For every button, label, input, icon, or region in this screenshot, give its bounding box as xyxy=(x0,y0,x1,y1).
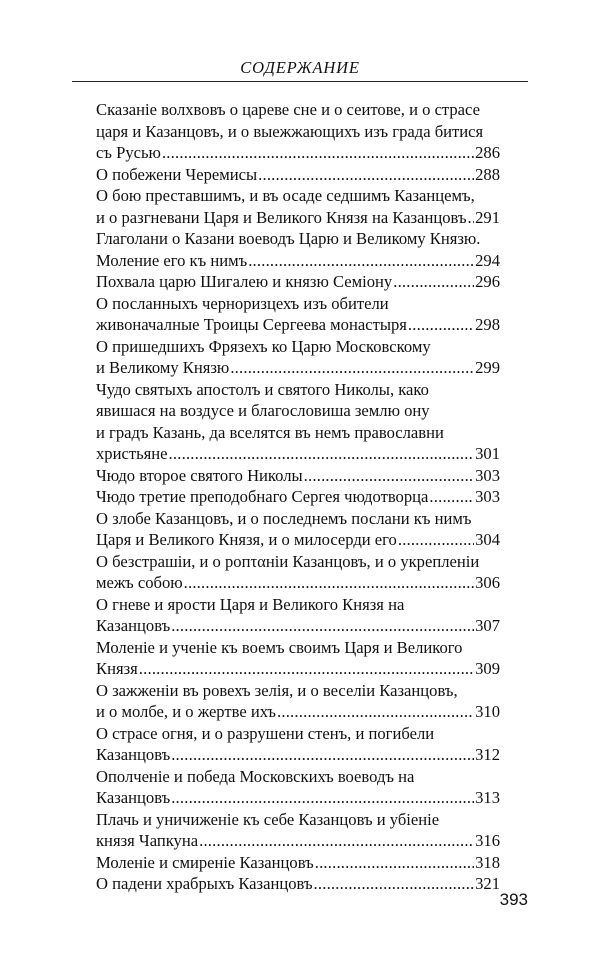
toc-entry xyxy=(96,379,500,465)
toc-entry xyxy=(96,293,500,336)
toc-entry-line: О безстрашіи, и о ропταніи Казанцовъ, и о укрепленіи xyxy=(96,551,480,571)
toc-entry-last-line xyxy=(96,873,500,895)
toc-entry-title: и о разгневани Царя и Великого Князя на Казанцовъ xyxy=(96,207,467,227)
dot-leader xyxy=(171,787,474,809)
toc-entry-page: 298 xyxy=(475,315,500,334)
toc-entry-line: Плачь и уничиженіе къ себе Казанцовъ и убіеніе xyxy=(96,809,440,829)
toc-entry-line: О злобе Казанцовъ, и о последнемъ послани къ нимъ xyxy=(96,508,472,528)
toc-entry-page: 307 xyxy=(475,616,500,635)
toc-entry xyxy=(96,508,500,551)
dot-leader xyxy=(169,443,475,465)
toc-entry-page: 312 xyxy=(475,745,500,764)
toc-entry-page: 303 xyxy=(475,487,500,506)
toc-entry-title: Чюдо третие преподобнаго Сергея чюдотворца xyxy=(96,487,429,506)
toc-entry-page: 291 xyxy=(475,207,500,227)
toc-entry-line: Глаголани о Казани воеводъ Царю и Великому Князю. xyxy=(96,229,481,248)
toc-entry xyxy=(96,723,500,766)
toc-entry-page: 288 xyxy=(475,164,500,184)
dot-leader xyxy=(314,873,475,895)
toc-entry-line: Моленіе и ученіе къ воемъ своимъ Царя и Великого xyxy=(96,637,463,657)
toc-entry-title: Казанцовъ xyxy=(96,788,171,807)
toc-entry xyxy=(96,873,500,895)
toc-entry xyxy=(96,164,500,186)
toc-entry-page: 318 xyxy=(475,852,500,872)
dot-leader xyxy=(184,572,474,594)
dot-leader xyxy=(393,271,474,293)
toc-entry-page: 294 xyxy=(475,250,500,270)
toc-entry-title: Чюдо второе святого Николы xyxy=(96,465,303,485)
toc-entry-title: и Великому Князю xyxy=(96,358,230,377)
header-rule xyxy=(72,81,528,82)
toc-entry-line: О посланныхъ черноризцехъ изъ обители xyxy=(96,293,389,313)
toc-entry-last-line xyxy=(96,572,500,594)
toc-entry-last-line xyxy=(96,529,500,551)
toc-entry-title: Молениe его къ нимъ xyxy=(96,250,248,270)
toc-entry-title: О падени храбрыхъ Казанцовъ xyxy=(96,874,313,893)
dot-leader xyxy=(230,357,474,379)
toc-entry-title: Похвала царю Шигалею и князю Семіону xyxy=(96,272,393,291)
toc-entry-title: съ Русью xyxy=(96,143,161,162)
dot-leader xyxy=(258,164,474,186)
dot-leader xyxy=(277,701,474,723)
toc-entry-last-line xyxy=(96,852,500,874)
toc-entry-line: царя и Казанцовъ, и о выежжающихъ изъ града битися xyxy=(96,121,484,141)
dot-leader xyxy=(408,314,474,336)
toc-entry-line: явишася на воздусе и благословиша землю ону xyxy=(96,401,430,420)
toc-entry-line: О зажженіи въ ровехъ зелія, и о веселіи Казанцовъ, xyxy=(96,680,458,700)
toc-entry xyxy=(96,680,500,723)
toc-entry-line: и градъ Казань, да вселятся въ немъ православни xyxy=(96,422,444,442)
toc-entry xyxy=(96,465,500,487)
dot-leader xyxy=(171,744,474,766)
toc-entry-line: О бою преставшимъ, и въ осаде седшимъ Казанцемъ, xyxy=(96,186,475,205)
dot-leader xyxy=(315,852,474,874)
toc-entry-last-line xyxy=(96,207,500,229)
running-header: СОДЕРЖАНИЕ xyxy=(240,58,360,77)
toc-entry-last-line xyxy=(96,615,500,637)
toc-entry-title: Моленіе и смиреніе Казанцовъ xyxy=(96,852,314,872)
toc-entry-title: князя Чапкуна xyxy=(96,831,199,850)
toc-entry-last-line xyxy=(96,744,500,766)
toc-entry xyxy=(96,185,500,228)
toc-entry-title: Царя и Великого Князя, и о милосерди его xyxy=(96,530,397,549)
dot-leader xyxy=(162,142,474,164)
toc-entry-last-line xyxy=(96,486,500,508)
toc-entry-title: Князя xyxy=(96,659,138,678)
toc-entry-last-line xyxy=(96,142,500,164)
page-number: 393 xyxy=(499,890,528,909)
toc-entry-line: Ополченіе и победа Московскихъ воеводъ на xyxy=(96,766,415,786)
dot-leader xyxy=(248,250,474,272)
toc-entry-title: христьяне xyxy=(96,444,168,463)
dot-leader xyxy=(304,465,474,487)
toc-entry-last-line xyxy=(96,443,500,465)
dot-leader xyxy=(199,830,474,852)
toc-entry xyxy=(96,809,500,852)
toc-entry xyxy=(96,271,500,293)
toc-entry-page: 313 xyxy=(475,788,500,807)
toc-entry-title: Казанцовъ xyxy=(96,616,171,635)
toc-entry-last-line xyxy=(96,314,500,336)
toc-entry-page: 299 xyxy=(475,358,500,377)
table-of-contents xyxy=(96,99,500,895)
toc-entry xyxy=(96,852,500,874)
toc-entry-page: 286 xyxy=(475,143,500,162)
toc-entry-page: 321 xyxy=(475,874,500,893)
toc-entry-last-line xyxy=(96,271,500,293)
toc-entry-last-line xyxy=(96,164,500,186)
toc-entry-page: 316 xyxy=(475,831,500,850)
toc-entry-title: и о молбе, и о жертве ихъ xyxy=(96,702,277,721)
dot-leader xyxy=(398,529,474,551)
toc-entry-last-line xyxy=(96,787,500,809)
toc-entry-line: О пришедшихъ Фрязехъ ко Царю Московскому xyxy=(96,336,431,356)
toc-entry-page: 309 xyxy=(475,659,500,678)
toc-entry-last-line xyxy=(96,465,500,487)
toc-entry-last-line xyxy=(96,658,500,680)
toc-entry-last-line xyxy=(96,357,500,379)
toc-entry-page: 301 xyxy=(475,444,500,463)
toc-entry-page: 310 xyxy=(475,702,500,721)
dot-leader xyxy=(171,615,474,637)
toc-entry xyxy=(96,637,500,680)
toc-entry xyxy=(96,228,500,271)
toc-entry xyxy=(96,594,500,637)
dot-leader xyxy=(429,486,474,508)
dot-leader xyxy=(139,658,474,680)
toc-entry-last-line xyxy=(96,250,500,272)
toc-entry xyxy=(96,551,500,594)
toc-entry-title: межъ собою xyxy=(96,573,183,592)
toc-entry xyxy=(96,486,500,508)
toc-entry-line: О гневе и ярости Царя и Великого Князя на xyxy=(96,594,405,614)
toc-entry-page: 303 xyxy=(475,465,500,485)
toc-entry-line: О страсе огня, и о разрушени стенъ, и погибели xyxy=(96,723,435,743)
toc-entry-page: 306 xyxy=(475,573,500,592)
toc-entry xyxy=(96,99,500,164)
dot-leader xyxy=(468,207,475,229)
toc-entry-last-line xyxy=(96,701,500,723)
toc-entry-line: Сказаніе волхвовъ о цареве сне и о сеитове, и о страсе xyxy=(96,100,480,119)
toc-entry-title: О побежени Черемисы xyxy=(96,164,258,184)
toc-entry-page: 296 xyxy=(475,272,500,291)
toc-entry-page: 304 xyxy=(475,530,500,549)
toc-entry-title: Казанцовъ xyxy=(96,745,171,764)
toc-entry-title: живоначалные Троицы Сергеева монастыря xyxy=(96,315,407,334)
toc-entry xyxy=(96,766,500,809)
toc-entry-line: Чудо святыхъ апостолъ и святого Николы, како xyxy=(96,379,429,399)
toc-entry xyxy=(96,336,500,379)
toc-entry-last-line xyxy=(96,830,500,852)
